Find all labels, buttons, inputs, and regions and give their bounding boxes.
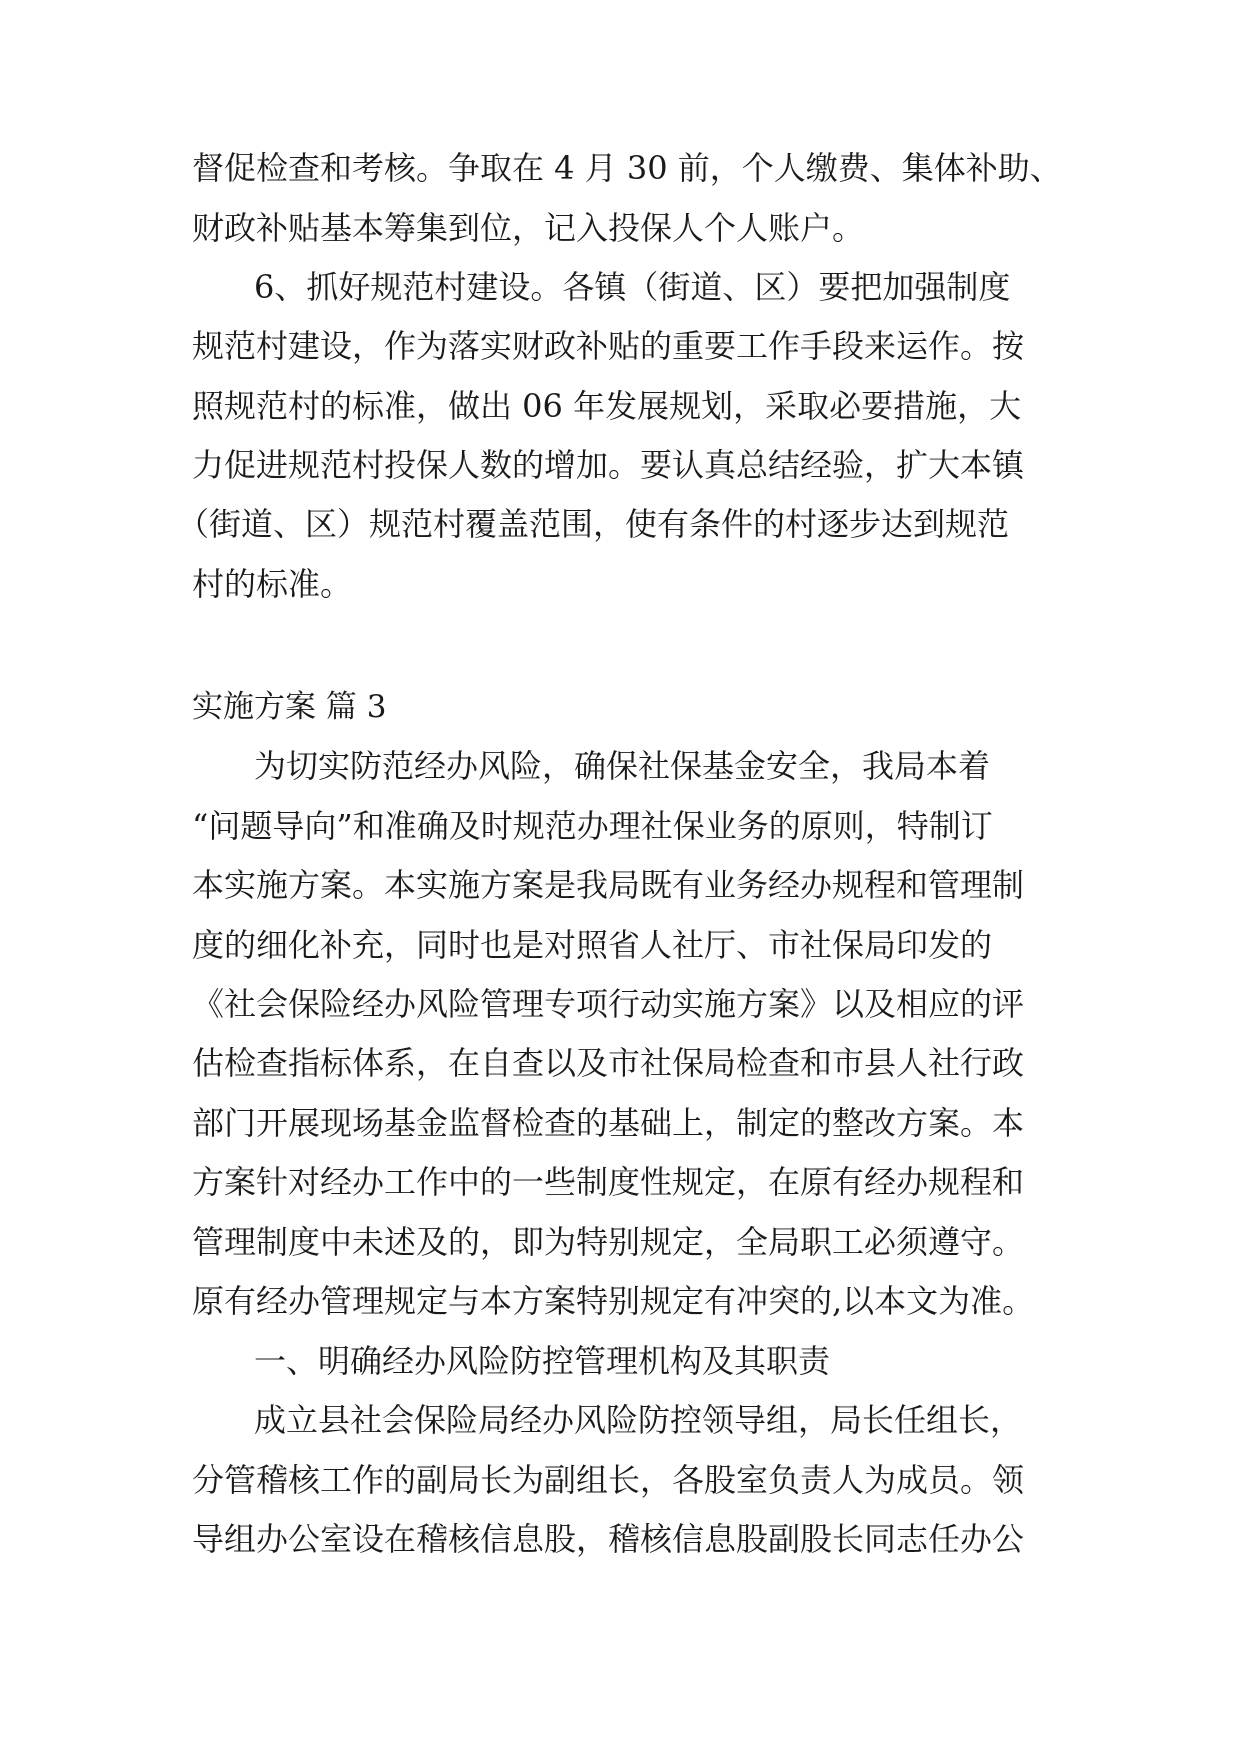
paragraph-line: 部门开展现场基金监督检查的基础上，制定的整改方案。本 bbox=[192, 1104, 1025, 1142]
paragraph-line: 村的标准。 bbox=[192, 565, 353, 603]
subheading: 一、明确经办风险防控管理机构及其职责 bbox=[254, 1342, 831, 1380]
paragraph-line: （街道、区）规范村覆盖范围，使有条件的村逐步达到规范 bbox=[177, 505, 1010, 543]
paragraph-line: 估检查指标体系，在自查以及市社保局检查和市县人社行政 bbox=[192, 1044, 1025, 1082]
paragraph-line: 度的细化补充，同时也是对照省人社厅、市社保局印发的 bbox=[192, 926, 993, 964]
paragraph-line: 力促进规范村投保人数的增加。要认真总结经验，扩大本镇 bbox=[192, 446, 1025, 484]
paragraph-line: 规范村建设，作为落实财政补贴的重要工作手段来运作。按 bbox=[192, 327, 1025, 365]
paragraph-line: 照规范村的标准，做出 06 年发展规划，采取必要措施，大 bbox=[192, 387, 1022, 425]
paragraph-line: 分管稽核工作的副局长为副组长，各股室负责人为成员。领 bbox=[192, 1461, 1025, 1499]
paragraph-line: 督促检查和考核。争取在 4 月 30 前，个人缴费、集体补助、 bbox=[192, 149, 1062, 187]
paragraph-line: 6、抓好规范村建设。各镇（街道、区）要把加强制度 bbox=[254, 268, 1011, 306]
paragraph-line: 成立县社会保险局经办风险防控领导组，局长任组长， bbox=[254, 1401, 1023, 1439]
paragraph-line: 方案针对经办工作中的一些制度性规定，在原有经办规程和 bbox=[192, 1163, 1025, 1201]
paragraph-line: 原有经办管理规定与本方案特别规定有冲突的,以本文为准。 bbox=[192, 1282, 1035, 1320]
paragraph-line: 导组办公室设在稽核信息股，稽核信息股副股长同志任办公 bbox=[192, 1520, 1025, 1558]
section-title: 实施方案 篇 3 bbox=[192, 689, 387, 725]
paragraph-line: 《社会保险经办风险管理专项行动实施方案》以及相应的评 bbox=[192, 985, 1025, 1023]
paragraph-line: 管理制度中未述及的，即为特别规定，全局职工必须遵守。 bbox=[192, 1223, 1025, 1261]
paragraph-line: 为切实防范经办风险，确保社保基金安全，我局本着 bbox=[254, 747, 991, 785]
paragraph-line: 财政补贴基本筹集到位，记入投保人个人账户。 bbox=[192, 209, 865, 247]
paragraph-line: “问题导向”和准确及时规范办理社保业务的原则，特制订 bbox=[192, 807, 993, 845]
paragraph-line: 本实施方案。本实施方案是我局既有业务经办规程和管理制 bbox=[192, 866, 1025, 904]
